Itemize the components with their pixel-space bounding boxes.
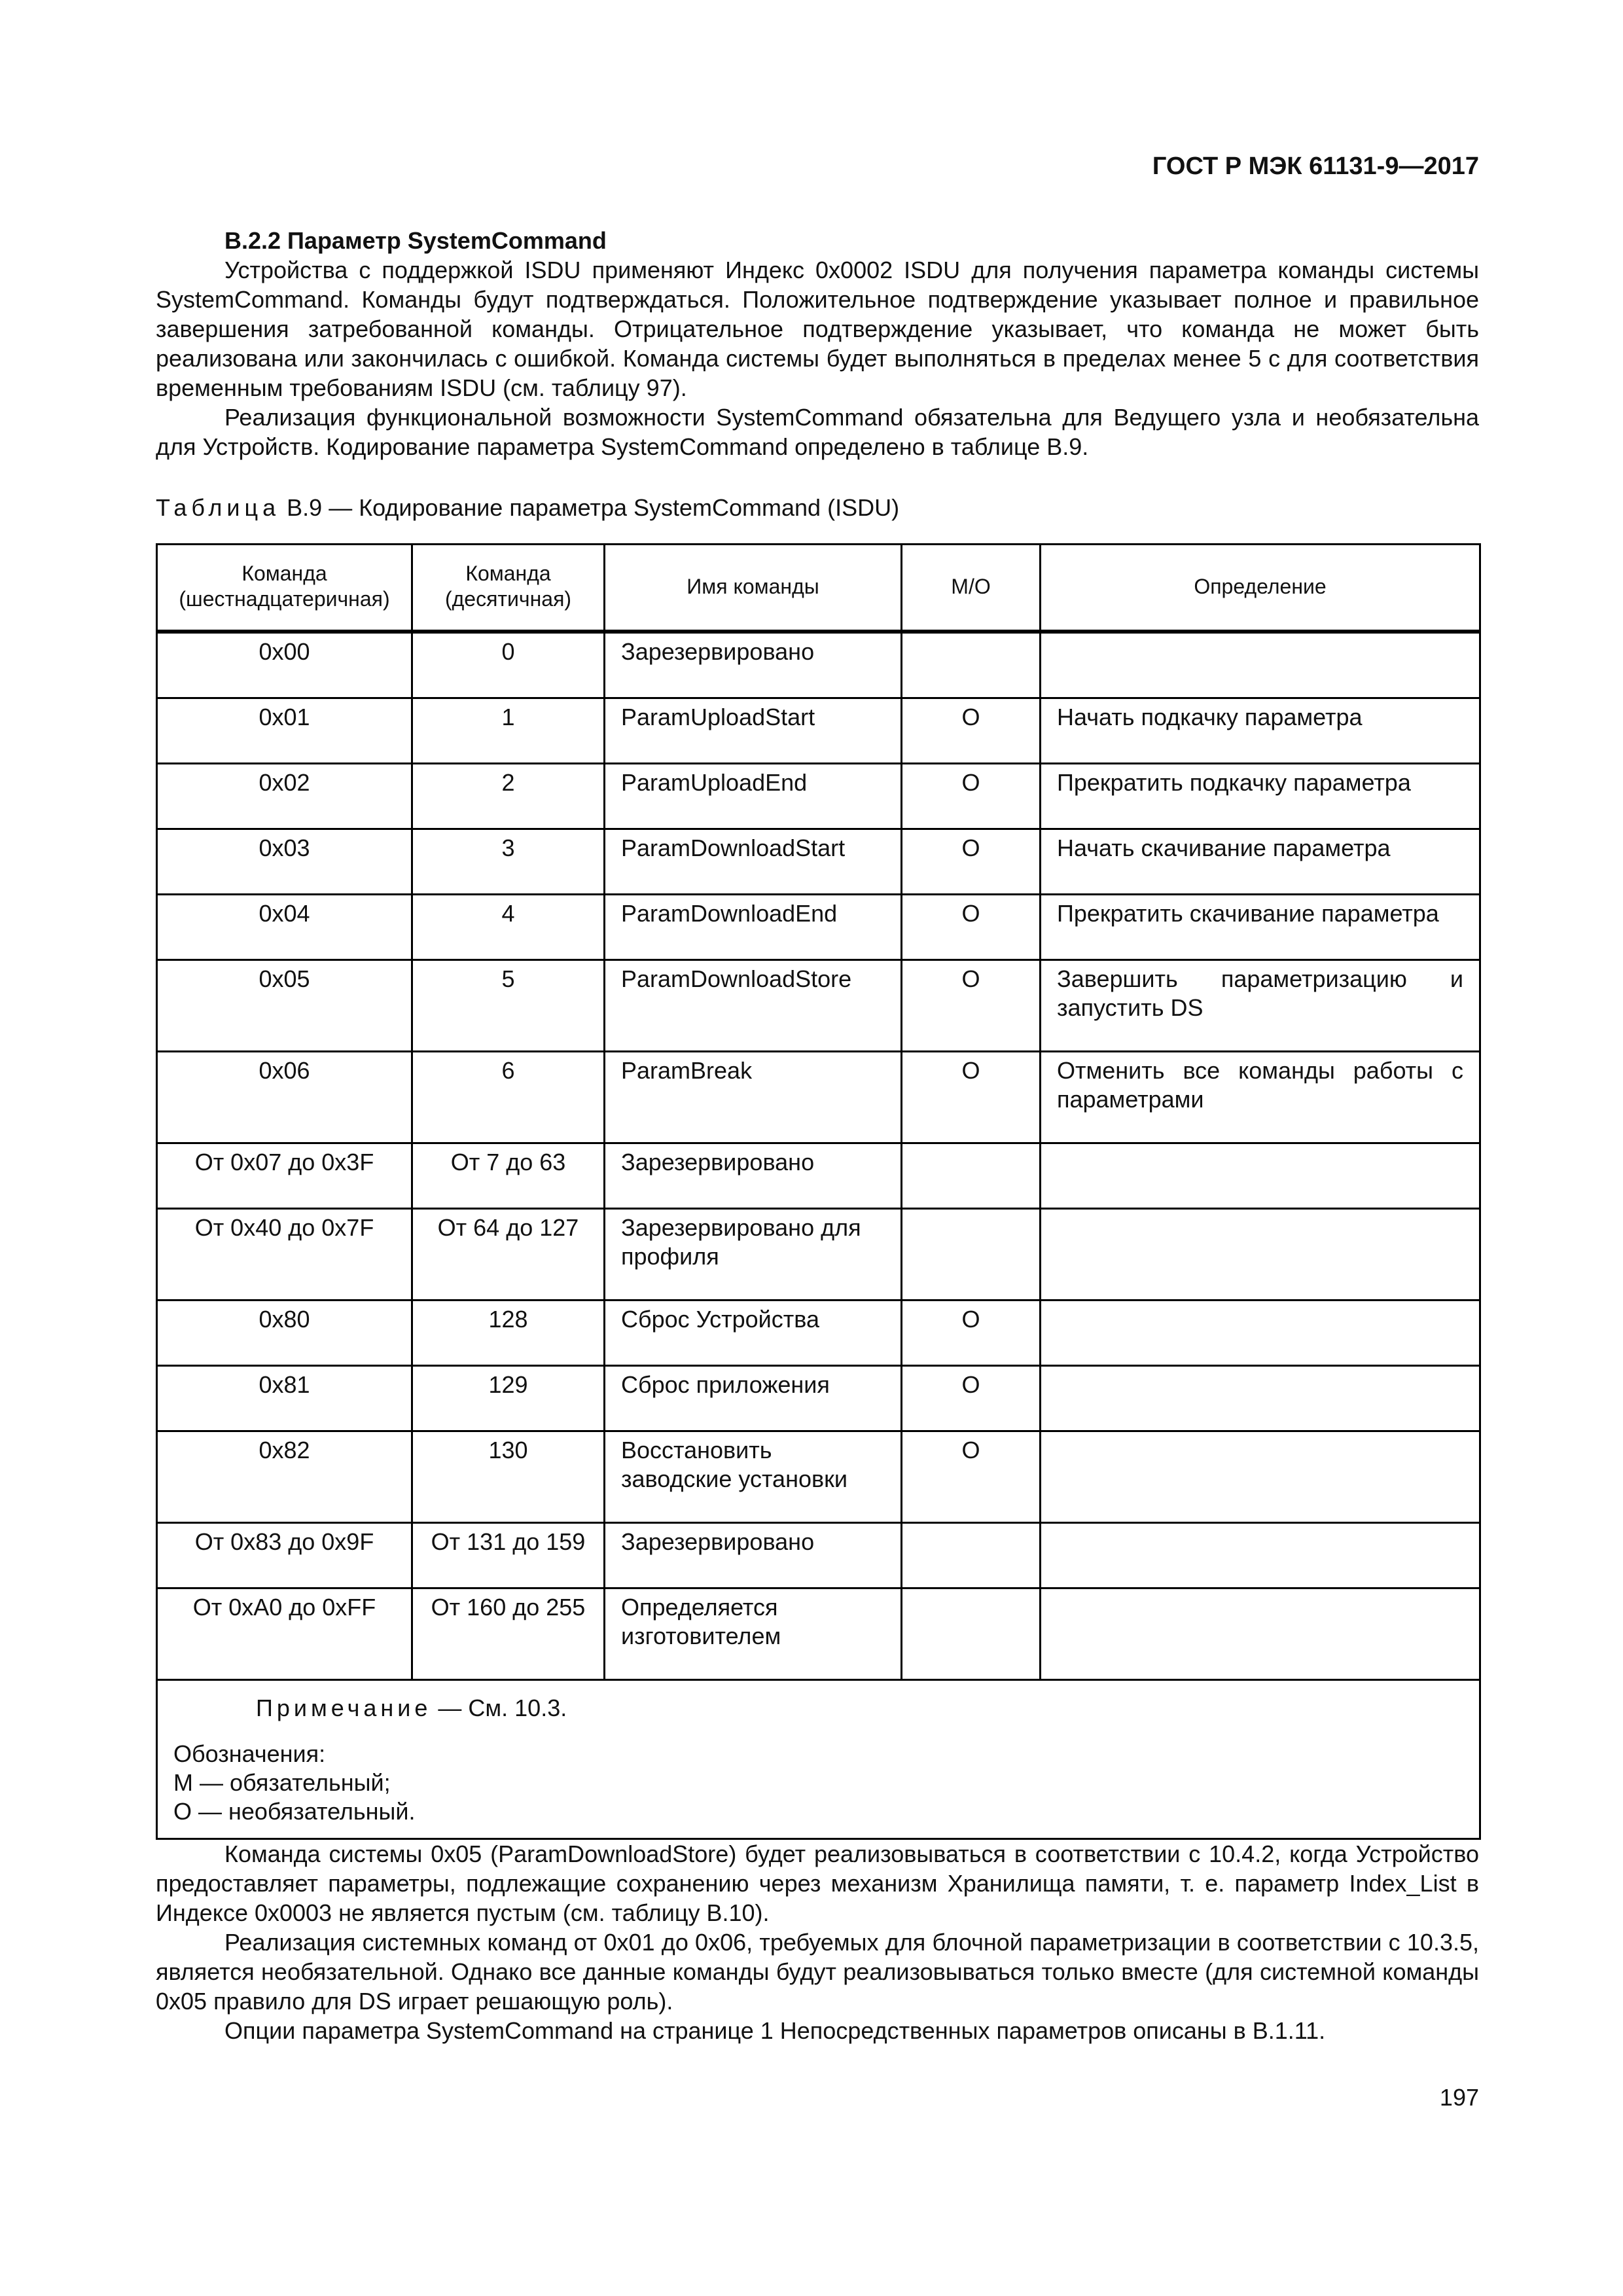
table-row [157,764,1480,829]
cell-hex: 0x05 [157,960,412,1052]
cell-definition [1041,1588,1480,1680]
section-paragraph: Устройства с поддержкой ISDU применяют Индекс 0x0002 ISDU для получения параметра команды системы SystemCommand. Команды будут подтверждаться. Положительное подтверждение указывает полное и правильное завершения затребованной команды. Отрицательное подтверждение указывает, что команда не может быть реализована или закончилась с ошибкой. Команда системы будет выполняться в пределах менее 5 с для соответствия временным требованиям ISDU (см. таблицу 97). [156,257,1479,401]
cell-dec: 128 [412,1300,605,1366]
cell-mo [902,1143,1041,1209]
cell-definition: Прекратить подкачку параметра [1041,764,1480,829]
cell-definition [1041,1300,1480,1366]
cell-mo [902,1588,1041,1680]
section-intro [156,226,1479,461]
cell-name: Сброс Устройства [605,1300,902,1366]
table-row [157,895,1480,960]
section-paragraph: Реализация функциональной возможности SystemCommand обязательна для Ведущего узла и необязательна для Устройств. Кодирование параметра SystemCommand определено в таблице B.9. [156,404,1479,460]
cell-name: Восстановить заводские установки [605,1431,902,1523]
table-note-row [157,1680,1480,1839]
closing-paragraph: Команда системы 0x05 (ParamDownloadStore) будет реализовываться в соответствии с 10.4.2, когда Устройство предоставляет параметры, подлежащие сохранению через механизм Хранилища памяти, т. е. параметр Index_List в Индексе 0x0003 не является пустым (см. таблицу B.10). [156,1840,1479,1926]
cell-name: Зарезервировано [605,1143,902,1209]
table-row [157,1431,1480,1523]
cell-mo: O [902,1300,1041,1366]
table-row [157,1209,1480,1300]
cell-hex: От 0x07 до 0x3F [157,1143,412,1209]
column-header-dec: Команда (десятичная) [412,545,605,632]
cell-name: ParamUploadEnd [605,764,902,829]
cell-definition [1041,1209,1480,1300]
cell-name: Зарезервировано для профиля [605,1209,902,1300]
cell-mo: O [902,1431,1041,1523]
cell-hex: 0x02 [157,764,412,829]
cell-dec: От 7 до 63 [412,1143,605,1209]
table-row [157,1300,1480,1366]
table-caption-label: Таблица [156,494,281,521]
cell-name: Сброс приложения [605,1366,902,1431]
column-header-hex: Команда (шестнадцатеричная) [157,545,412,632]
column-header-definition: Определение [1041,545,1480,632]
table-row [157,829,1480,895]
cell-mo [902,632,1041,698]
cell-dec: 130 [412,1431,605,1523]
cell-dec: 2 [412,764,605,829]
table-row [157,1523,1480,1588]
table-row [157,960,1480,1052]
page-number: 197 [1439,2084,1479,2111]
table-note [256,1694,1463,1723]
cell-dec: 3 [412,829,605,895]
cell-definition: Завершить параметризацию и запустить DS [1041,960,1480,1052]
table-row [157,1052,1480,1143]
cell-definition: Начать подкачку параметра [1041,698,1480,764]
cell-dec: 6 [412,1052,605,1143]
cell-hex: 0x01 [157,698,412,764]
cell-hex: 0x81 [157,1366,412,1431]
table-caption-text: B.9 — Кодирование параметра SystemCommand (ISDU) [287,494,900,521]
cell-mo: O [902,698,1041,764]
cell-mo [902,1209,1041,1300]
cell-definition: Начать скачивание параметра [1041,829,1480,895]
cell-definition: Прекратить скачивание параметра [1041,895,1480,960]
cell-hex: 0x06 [157,1052,412,1143]
cell-dec: От 64 до 127 [412,1209,605,1300]
cell-name: Определяется изготовителем [605,1588,902,1680]
table-row [157,632,1480,698]
legend-title: Обозначения: [173,1740,326,1767]
cell-definition [1041,1523,1480,1588]
column-header-mo: M/O [902,545,1041,632]
cell-name: ParamDownloadStore [605,960,902,1052]
cell-dec: 129 [412,1366,605,1431]
cell-mo: O [902,1366,1041,1431]
cell-name: ParamDownloadEnd [605,895,902,960]
cell-dec: От 131 до 159 [412,1523,605,1588]
cell-mo: O [902,960,1041,1052]
legend-item: O — необязательный. [173,1798,416,1825]
section-heading: B.2.2 Параметр SystemCommand [224,227,607,254]
cell-hex: 0x03 [157,829,412,895]
cell-mo: O [902,895,1041,960]
table-header-row [157,545,1480,632]
legend-item: M — обязательный; [173,1769,391,1796]
table-row [157,698,1480,764]
cell-dec: 0 [412,632,605,698]
cell-hex: От 0x83 до 0x9F [157,1523,412,1588]
cell-mo: O [902,764,1041,829]
cell-name: ParamBreak [605,1052,902,1143]
table-row [157,1366,1480,1431]
cell-hex: От 0xA0 до 0xFF [157,1588,412,1680]
closing-paragraph: Реализация системных команд от 0x01 до 0x06, требуемых для блочной параметризации в соответствии с 10.3.5, является необязательной. Однако все данные команды будут реализовываться только вместе (для системной команды 0x05 правило для DS играет решающую роль). [156,1929,1479,2015]
cell-hex: 0x04 [157,895,412,960]
cell-definition [1041,1143,1480,1209]
cell-hex: 0x80 [157,1300,412,1366]
cell-dec: 5 [412,960,605,1052]
table-note-cell [157,1680,1480,1839]
cell-name: Зарезервировано [605,632,902,698]
cell-definition [1041,1366,1480,1431]
cell-hex: 0x00 [157,632,412,698]
cell-name: Зарезервировано [605,1523,902,1588]
closing-text [156,1839,1479,2045]
cell-definition: Отменить все команды работы с параметрами [1041,1052,1480,1143]
cell-dec: 1 [412,698,605,764]
column-header-name: Имя команды [605,545,902,632]
cell-hex: 0x82 [157,1431,412,1523]
note-text: — См. 10.3. [438,1695,567,1721]
cell-definition [1041,1431,1480,1523]
closing-paragraph: Опции параметра SystemCommand на странице 1 Непосредственных параметров описаны в B.1.11. [224,2017,1326,2044]
cell-dec: 4 [412,895,605,960]
cell-mo: O [902,1052,1041,1143]
table-row [157,1588,1480,1680]
cell-name: ParamUploadStart [605,698,902,764]
cell-dec: От 160 до 255 [412,1588,605,1680]
note-label: Примечание [256,1695,432,1721]
table-caption [156,493,1479,522]
document-id-header: ГОСТ Р МЭК 61131-9—2017 [1152,152,1479,180]
cell-name: ParamDownloadStart [605,829,902,895]
cell-mo [902,1523,1041,1588]
cell-definition [1041,632,1480,698]
system-command-table [156,543,1481,1840]
cell-mo: O [902,829,1041,895]
table-row [157,1143,1480,1209]
cell-hex: От 0x40 до 0x7F [157,1209,412,1300]
